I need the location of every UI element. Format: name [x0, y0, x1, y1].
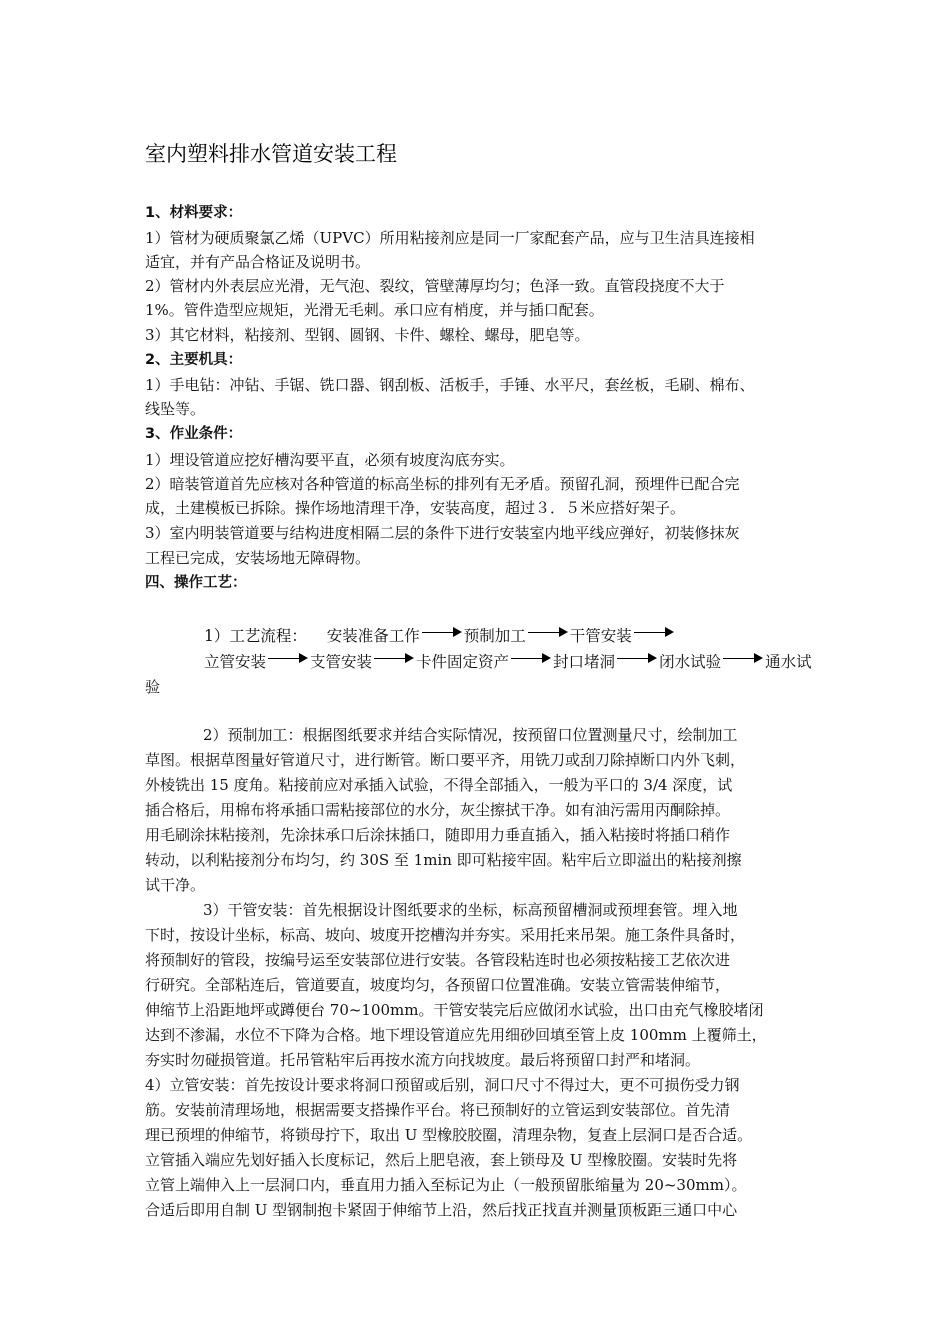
text-line: 1）手电钻：冲钻、手锯、铣口器、钢刮板、活板手，手锤、水平尺，套丝板，毛刷、棉布、	[145, 376, 755, 394]
text-line: 3）干管安装：首先根据设计图纸要求的坐标，标高预留槽洞或预埋套管。埋入地	[203, 901, 738, 919]
text-line: 1）埋设管道应挖好槽沟要平直，必须有坡度沟底夯实。	[145, 451, 515, 469]
process-flow-row-2	[204, 650, 812, 672]
flow-step: 干管安装	[569, 627, 632, 645]
text-line: 行研究。全部粘连后，管道要直，坡度均匀，各预留口位置准确。安装立管需装伸缩节，	[145, 976, 731, 994]
text-line: 线坠等。	[145, 400, 206, 418]
flow-step: 支管安装	[310, 653, 373, 671]
text-line: 夯实时勿碰损管道。托吊管粘牢后再按水流方向找坡度。最后将预留口封严和堵洞。	[145, 1051, 701, 1069]
text-line: 立管上端伸入上一层洞口内，垂直用力插入至标记为止（一般预留胀缩量为 20~30mm）。	[145, 1176, 747, 1194]
arrow-right-icon	[723, 656, 763, 670]
arrow-right-icon	[374, 656, 414, 670]
arrow-right-icon	[268, 656, 308, 670]
text-line: 1）管材为硬质聚氯乙烯（UPVC）所用粘接剂应是同一厂家配套产品，应与卫生洁具连接相	[145, 229, 755, 247]
document-title: 室内塑料排水管道安装工程	[145, 142, 397, 166]
text-line: 工程已完成，安装场地无障碍物。	[145, 549, 371, 567]
text-line: 草图。根据草图量好管道尺寸，进行断管。断口要平齐，用铣刀或刮刀除掉断口内外飞刺，	[145, 751, 746, 769]
text-line: 立管插入端应先划好插入长度标记，然后上肥皂液，套上锁母及 U 型橡胶圈。安装时先将	[145, 1151, 738, 1169]
arrow-right-icon	[422, 630, 462, 644]
text-line: 适宜，并有产品合格证及说明书。	[145, 253, 371, 271]
flow-step: 闭水试验	[659, 653, 722, 671]
flow-step: 立管安装	[204, 653, 267, 671]
text-line: 3）其它材料，粘接剂、型钢、圆钢、卡件、螺栓、螺母，肥皂等。	[145, 326, 590, 344]
text-line: 验	[145, 678, 161, 696]
arrow-right-icon	[617, 656, 657, 670]
section-heading-materials: 1、材料要求：	[145, 205, 243, 221]
text-line: 合适后即用自制 U 型钢制抱卡紧固于伸缩节上沿，然后找正找直并测量顶板距三通口中心	[145, 1201, 738, 1219]
text-line: 筋。安装前清理场地，根据需要支搭操作平台。将已预制好的立管运到安装部位。首先清	[145, 1101, 731, 1119]
arrow-right-icon	[634, 630, 674, 644]
section-heading-tools: 2、主要机具：	[145, 352, 243, 368]
flow-step: 安装准备工作	[326, 627, 420, 645]
section-heading-conditions: 3、作业条件：	[145, 426, 243, 442]
text-line: 下时，按设计坐标，标高、坡向、坡度开挖槽沟并夯实。采用托来吊架。施工条件具备时，	[145, 926, 746, 944]
text-line: 外棱铣出 15 度角。粘接前应对承插入试验，不得全部插入，一般为平口的 3/4 深度，试	[145, 776, 733, 794]
arrow-right-icon	[511, 656, 551, 670]
text-line: 成，土建模板已拆除。操作场地清理干净，安装高度，超过３．５米应搭好架子。	[145, 499, 686, 517]
text-line: 2）暗装管道首先应核对各种管道的标高坐标的排列有无矛盾。预留孔洞，预埋件已配合完	[145, 475, 740, 493]
text-line: 1%。管件造型应规矩，光滑无毛刺。承口应有梢度，并与插口配套。	[145, 301, 604, 319]
text-line: 用毛刷涂抹粘接剂，先涂抹承口后涂抹插口，随即用力垂直插入，插入粘接时将插口稍作	[145, 826, 731, 844]
flow-step: 预制加工	[463, 627, 526, 645]
text-line: 2）预制加工：根据图纸要求并结合实际情况，按预留口位置测量尺寸，绘制加工	[203, 726, 738, 744]
text-line: 理已预埋的伸缩节，将锁母拧下，取出 U 型橡胶胶圈，清理杂物，复查上层洞口是否合适。	[145, 1126, 753, 1144]
process-flow-row-1	[204, 624, 676, 646]
text-line: 伸缩节上沿距地坪或蹲便台 70~100mm。干管安装完后应做闭水试验，出口由充气橡胶堵闭	[145, 1001, 764, 1019]
text-line: 2）管材内外表层应光滑，无气泡、裂纹，管壁薄厚均匀；色泽一致。直管段挠度不大于	[145, 277, 725, 295]
arrow-right-icon	[528, 630, 568, 644]
flow-step: 卡件固定资产	[416, 653, 510, 671]
flow-step: 封口堵洞	[553, 653, 616, 671]
text-line: 插合格后，用棉布将承插口需粘接部位的水分，灰尘擦拭干净。如有油污需用丙酮除掉。	[145, 801, 731, 819]
text-line: 达到不渗漏，水位不下降为合格。地下埋设管道应先用细砂回填至管上皮 100mm 上覆筛土，	[145, 1026, 767, 1044]
flow-label: 1）工艺流程：	[204, 627, 307, 645]
section-heading-process: 四、操作工艺：	[145, 575, 247, 591]
text-line: 转动，以利粘接剂分布均匀，约 30S 至 1min 即可粘接牢固。粘牢后立即溢出的粘接剂擦	[145, 851, 742, 869]
text-line: 将预制好的管段，按编号运至安装部位进行安装。各管段粘连时也必须按粘接工艺依次进	[145, 951, 731, 969]
text-line: 4）立管安装：首先按设计要求将洞口预留或后别，洞口尺寸不得过大，更不可损伤受力钢	[145, 1076, 740, 1094]
flow-step: 通水试	[765, 653, 812, 671]
text-line: 试干净。	[145, 876, 206, 894]
text-line: 3）室内明装管道要与结构进度相隔二层的条件下进行安装室内地平线应弹好，初装修抹灰	[145, 524, 740, 542]
